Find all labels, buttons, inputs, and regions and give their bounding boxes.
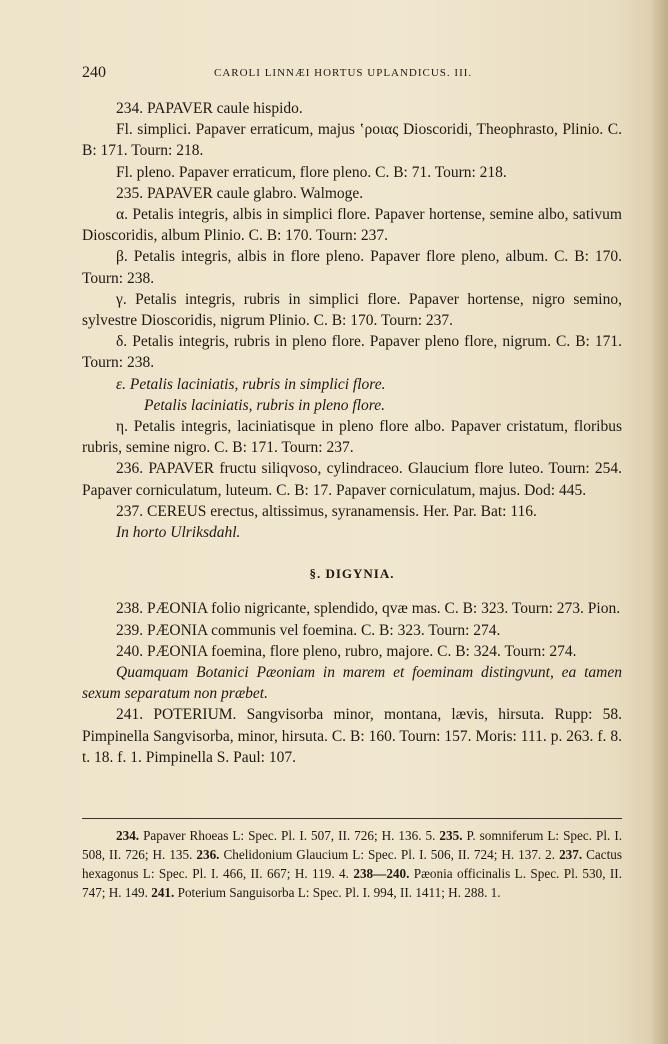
- entry-235-eta: η. Petalis integris, laciniatisque in pleno flore albo. Papaver cristatum, floribus rubris, semine nigro. C. B: 171. Tourn: 237.: [82, 418, 622, 457]
- entry-241: 241. POTERIUM. Sangvisorba minor, montana, lævis, hirsuta. Rupp: 58. Pimpinella Sangvisorba, minor, hirsuta. C. B: 160. Tourn: 157. Moris: 111. p. 263. f. 8. t. 18. f. 1. Pimpinella S. Paul: 107.: [82, 706, 622, 766]
- entry-234-plenus: Fl. pleno. Papaver erraticum, flore pleno. C. B: 71. Tourn: 218.: [116, 163, 507, 181]
- footnote-rule: [82, 818, 622, 819]
- entry-239: 239. PÆONIA communis vel foemina. C. B: 323. Tourn: 274.: [116, 621, 501, 639]
- entry-234-heading: 234. PAPAVER caule hispido.: [116, 100, 303, 117]
- footnote-237: Cactus hexagonus L: Spec. Pl. I. 466, II. 667; H. 119. 4.: [82, 847, 623, 881]
- footnote-241-number: 241.: [151, 885, 175, 900]
- entry-236: 236. PAPAVER fructu siliqvoso, cylindraceo. Glaucium flore luteo. Tourn: 254. Papaver corniculatum, luteum. C. B: 17. Papaver corniculatum, majus. Dod: 445.: [82, 460, 622, 499]
- footnote-237-number: 237.: [559, 847, 583, 862]
- footnote-block: [82, 826, 622, 902]
- running-head: CAROLI LINNÆI HORTUS UPLANDICUS. III.: [214, 67, 473, 79]
- entry-238: 238. PÆONIA folio nigricante, splendido, qvæ mas. C. B: 323. Tourn: 273. Pion.: [116, 600, 621, 618]
- entry-235-epsilon-2: Petalis laciniatis, rubris in pleno flore.: [144, 396, 385, 414]
- footnote-236-number: 236.: [196, 847, 220, 862]
- entry-240-note: Quamquam Botanici Pæoniam in marem et foeminam distingvunt, ea tamen sexum separatum non præbet.: [82, 664, 622, 703]
- entry-240: 240. PÆONIA foemina, flore pleno, rubro, majore. C. B: 324. Tourn: 274.: [116, 642, 577, 660]
- entry-235-heading: 235. PAPAVER caule glabro. Walmoge.: [116, 184, 364, 202]
- footnote-236: Chelidonium Glaucium L: Spec. Pl. I. 506, II. 724; H. 137. 2.: [223, 847, 556, 862]
- entry-235-gamma: γ. Petalis integris, rubris in simplici flore. Papaver hortense, nigro semino, sylvestre Dioscoridis, nigrum Plinio. C. B: 170. Tourn: 237.: [82, 290, 622, 330]
- entry-234-simplex: Fl. simplici. Papaver erraticum, majus ʽροιας Dioscoridi, Theophrasto, Plinio. C. B: 171. Tourn: 218.: [82, 121, 622, 160]
- footnote-241: Poterium Sanguisorba L: Spec. Pl. I. 994, II. 1411; H. 288. 1.: [177, 885, 501, 900]
- entry-237-note: In horto Ulriksdahl.: [116, 524, 241, 542]
- footnote-235: P. somniferum L: Spec. Pl. I. 508, II. 726; H. 135.: [82, 828, 623, 862]
- page-number: 240: [82, 64, 106, 81]
- footnote-235-number: 235.: [439, 828, 463, 843]
- entry-235-epsilon-1: ε. Petalis laciniatis, rubris in simplici flore.: [116, 375, 386, 393]
- page-edge-shadow: [650, 0, 668, 1044]
- footnote-234: Papaver Rhoeas L: Spec. Pl. I. 507, II. 726; H. 136. 5.: [143, 828, 436, 843]
- entry-237: 237. CEREUS erectus, altissimus, syranamensis. Her. Par. Bat: 116.: [116, 502, 537, 520]
- footnote-238-240: Pæonia officinalis L. Spec. Pl. 530, II. 747; H. 149.: [82, 866, 622, 900]
- main-text: [82, 98, 622, 768]
- footnote-234-number: 234.: [116, 828, 140, 843]
- entry-235-delta: δ. Petalis integris, rubris in pleno flore. Papaver pleno flore, nigrum. C. B: 171. Tourn: 238.: [82, 333, 622, 372]
- entry-235-alpha: α. Petalis integris, albis in simplici flore. Papaver hortense, semine albo, sativum Dioscoridis, album Plinio. C. B: 170. Tourn: 237.: [82, 206, 622, 245]
- footnotes: [82, 826, 622, 902]
- page-header: [82, 64, 622, 84]
- footnote-238-240-number: 238—240.: [353, 866, 410, 881]
- entry-235-beta: β. Petalis integris, albis in flore pleno. Papaver flore pleno, album. C. B: 170. Tourn: 238.: [82, 248, 622, 287]
- section-heading: §. DIGYNIA.: [309, 566, 395, 582]
